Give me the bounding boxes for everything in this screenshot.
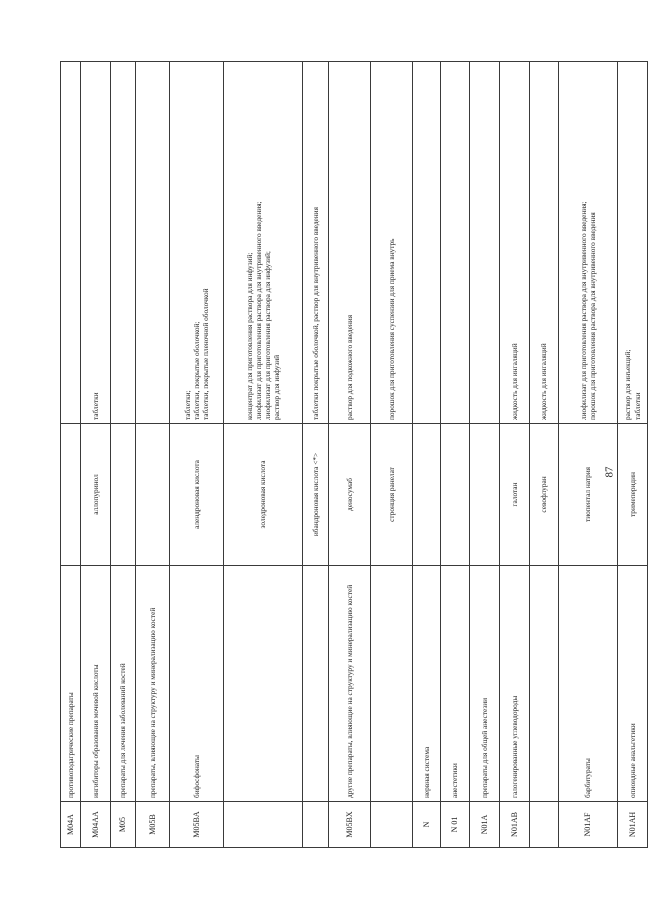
anatomical-group-cell: другие препараты, влияющие на структуру и минерализацию костей — [329, 566, 371, 802]
atc-code-cell: N 01 — [441, 802, 470, 848]
drug-name-cell — [136, 424, 170, 566]
table-row — [136, 62, 170, 848]
drug-name-cell: тримеперидин — [618, 424, 648, 566]
dosage-forms-cell — [371, 62, 413, 424]
table-row — [371, 62, 413, 848]
dosage-forms-cell — [111, 62, 136, 424]
anatomical-group-cell: препараты, влияющие на структуру и минерализацию костей — [136, 566, 170, 802]
anatomical-group-cell: препараты для общей анестезии — [470, 566, 500, 802]
dosage-form-line: таблетки — [90, 392, 100, 420]
anatomical-group-cell: анестетики — [441, 566, 470, 802]
atc-code-cell: M04AA — [81, 802, 111, 848]
anatomical-group-cell — [371, 566, 413, 802]
drug-name-cell: стронция ранелат — [371, 424, 413, 566]
anatomical-group-cell: галогенированные углеводороды — [500, 566, 530, 802]
dosage-forms-cell — [61, 62, 81, 424]
dosage-form-line: жидкость для ингаляций — [509, 343, 519, 420]
atc-code-cell: M05 — [111, 802, 136, 848]
table-row — [111, 62, 136, 848]
table-row — [470, 62, 500, 848]
table-row — [500, 62, 530, 848]
drug-table-body — [61, 62, 648, 848]
table-row — [559, 62, 618, 848]
drug-name-cell: севофлуран — [530, 424, 559, 566]
drug-name-cell — [61, 424, 81, 566]
atc-code-cell: N01AF — [559, 802, 618, 848]
table-row — [61, 62, 81, 848]
atc-code-cell — [530, 802, 559, 848]
dosage-form-line: раствор для инъекций; — [623, 349, 633, 420]
dosage-form-line: жидкость для ингаляций — [539, 343, 549, 420]
dosage-form-line: лиофилизат для приготовления раствора для внутривенного введения; — [253, 201, 263, 420]
atc-code-cell: M05BX — [329, 802, 371, 848]
atc-code-cell: M05B — [136, 802, 170, 848]
anatomical-group-cell: нервная система — [413, 566, 441, 802]
atc-code-cell: M04A — [61, 802, 81, 848]
atc-code-cell: N — [413, 802, 441, 848]
table-row — [618, 62, 648, 848]
anatomical-group-cell: противоподагрические препараты — [61, 566, 81, 802]
dosage-forms-cell — [303, 62, 329, 424]
drug-name-cell — [111, 424, 136, 566]
anatomical-group-cell: барбитураты — [559, 566, 618, 802]
anatomical-group-cell: опиоидные анальгетики — [618, 566, 648, 802]
dosage-form-line: таблетки покрытые оболочкой, раствор для внутривенного введения — [310, 207, 320, 420]
drug-name-cell: тиопентал натрия — [559, 424, 618, 566]
dosage-forms-cell — [618, 62, 648, 424]
dosage-forms-cell — [470, 62, 500, 424]
dosage-form-line: таблетки, покрытые оболочкой; — [191, 321, 201, 420]
dosage-form-line: концентрат для приготовления раствора для инфузий; — [244, 252, 254, 420]
dosage-forms-cell — [136, 62, 170, 424]
atc-code-cell — [371, 802, 413, 848]
dosage-form-line: лиофилизат для приготовления раствора для внутривенного введения; — [578, 201, 588, 420]
dosage-forms-cell — [441, 62, 470, 424]
drug-name-cell: золедроновая кислота — [224, 424, 303, 566]
dosage-form-line: раствор для подкожного введения — [344, 314, 354, 420]
anatomical-group-cell: бифосфонаты — [170, 566, 224, 802]
dosage-form-line: порошок для приготовления раствора для внутривенного введения — [588, 212, 597, 420]
anatomical-group-cell: ингибиторы образования мочевой кислоты — [81, 566, 111, 802]
dosage-form-line: лиофилизат для приготовления раствора для инфузий; — [263, 251, 272, 420]
dosage-form-line: порошок для приготовления суспензии для приема внутрь — [386, 238, 396, 420]
atc-code-cell: N01AB — [500, 802, 530, 848]
dosage-forms-cell — [224, 62, 303, 424]
drug-table — [60, 61, 648, 848]
dosage-forms-cell — [500, 62, 530, 424]
dosage-forms-cell — [170, 62, 224, 424]
dosage-forms-cell — [413, 62, 441, 424]
table-row — [413, 62, 441, 848]
drug-name-cell — [413, 424, 441, 566]
dosage-forms-cell — [559, 62, 618, 424]
table-row — [441, 62, 470, 848]
dosage-form-line: раствор для инфузий — [272, 354, 282, 420]
dosage-forms-cell — [81, 62, 111, 424]
atc-code-cell — [303, 802, 329, 848]
drug-name-cell: аллопуринол — [81, 424, 111, 566]
drug-name-cell: галотан — [500, 424, 530, 566]
dosage-form-line: таблетки; — [182, 390, 192, 420]
drug-name-cell: ибандроновая кислота <*> — [303, 424, 329, 566]
drug-name-cell — [441, 424, 470, 566]
table-row — [303, 62, 329, 848]
drug-name-cell: алендроновая кислота — [170, 424, 224, 566]
table-row — [81, 62, 111, 848]
anatomical-group-cell — [224, 566, 303, 802]
atc-code-cell: M05BA — [170, 802, 224, 848]
table-row — [224, 62, 303, 848]
anatomical-group-cell — [530, 566, 559, 802]
dosage-forms-cell — [530, 62, 559, 424]
table-row — [170, 62, 224, 848]
atc-code-cell: N01A — [470, 802, 500, 848]
drug-name-cell — [470, 424, 500, 566]
table-row — [530, 62, 559, 848]
table-row — [329, 62, 371, 848]
atc-code-cell — [224, 802, 303, 848]
anatomical-group-cell: препараты для лечения заболеваний костей — [111, 566, 136, 802]
anatomical-group-cell — [303, 566, 329, 802]
drug-name-cell: деносумаб — [329, 424, 371, 566]
dosage-form-line: таблетки — [632, 392, 642, 420]
dosage-form-line: таблетки, покрытые пленочной оболочкой — [201, 288, 211, 420]
dosage-forms-cell — [329, 62, 371, 424]
atc-code-cell: N01AH — [618, 802, 648, 848]
page-number: 87 — [603, 466, 616, 478]
